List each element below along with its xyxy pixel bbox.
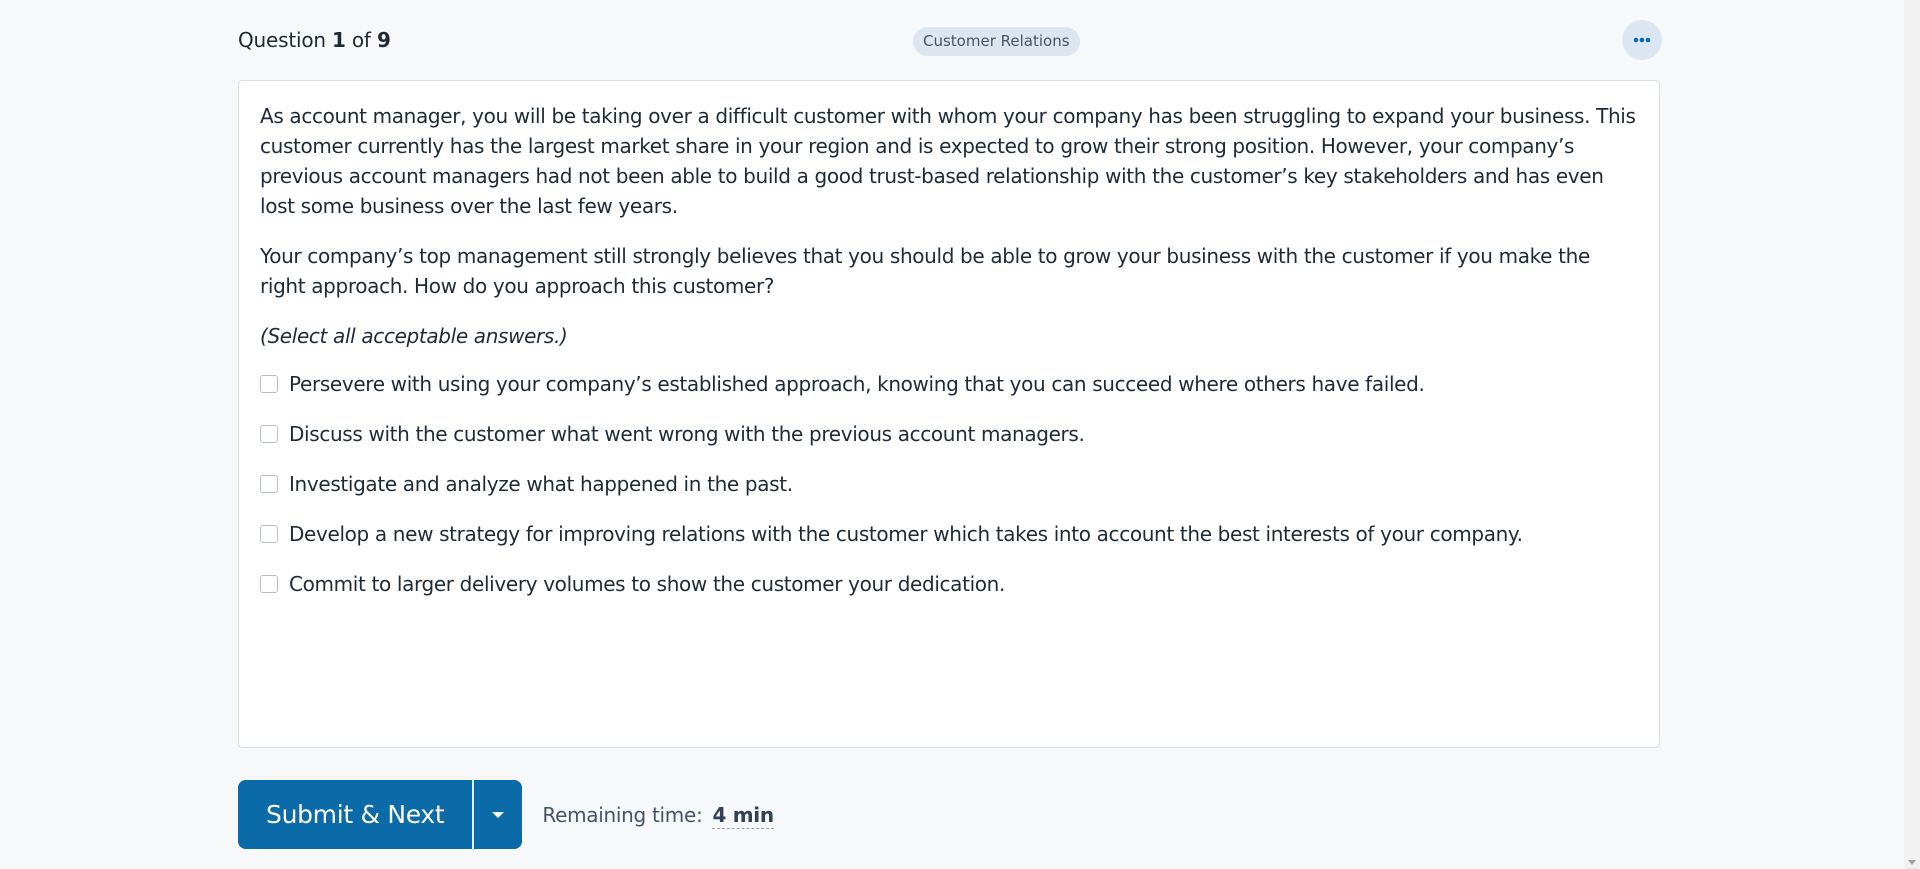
question-paragraph: As account manager, you will be taking over a difficult customer with whom your company has been struggling to expand your business. This customer currently has the largest market share in your region and is expected to grow their strong position. However, your company’s previous account managers had not been able to build a good trust-based relationship with the customer’s key stakeholders and has even lost some business over the last few years.: [260, 104, 1636, 218]
caret-down-icon: [491, 811, 505, 819]
remaining-time-label: Remaining time:: [542, 802, 703, 827]
answer-option[interactable]: [260, 519, 1640, 549]
more-options-button[interactable]: [1622, 20, 1662, 60]
button-divider: [472, 780, 474, 849]
question-current-number: 1: [332, 28, 346, 52]
answer-checkbox[interactable]: [260, 575, 278, 593]
answer-option-label: Commit to larger delivery volumes to show the customer your dedication.: [289, 572, 1006, 596]
submit-button-group: [238, 780, 522, 849]
answer-checkbox[interactable]: [260, 375, 278, 393]
question-card: [238, 80, 1660, 748]
answer-options: [260, 369, 1640, 599]
remaining-time: [542, 803, 773, 827]
answer-option[interactable]: [260, 419, 1640, 449]
more-horizontal-icon: [1633, 37, 1651, 43]
submit-next-button[interactable]: Submit & Next: [238, 780, 472, 849]
page-scrollbar[interactable]: [1904, 0, 1920, 869]
question-header: [238, 20, 1662, 60]
answer-checkbox[interactable]: [260, 525, 278, 543]
submit-dropdown-button[interactable]: [474, 780, 522, 849]
scroll-down-arrow-icon[interactable]: [1908, 860, 1916, 865]
answer-checkbox[interactable]: [260, 425, 278, 443]
remaining-time-value: 4 min: [712, 802, 774, 827]
answer-checkbox[interactable]: [260, 475, 278, 493]
question-footer: [238, 780, 774, 849]
question-instruction: (Select all acceptable answers.): [260, 324, 568, 348]
answer-option[interactable]: [260, 569, 1640, 599]
question-counter-prefix: Question: [238, 28, 333, 52]
category-badge: Customer Relations: [913, 27, 1080, 56]
question-total-number: 9: [376, 28, 391, 52]
question-paragraph: Your company’s top management still strongly believes that you should be able to grow your business with the customer if you make the right approach. How do you approach this customer?: [260, 244, 1590, 298]
answer-option[interactable]: [260, 469, 1640, 499]
question-counter: [238, 28, 391, 52]
question-body: [260, 101, 1640, 619]
question-counter-of: of: [345, 28, 377, 52]
answer-option[interactable]: [260, 369, 1640, 399]
answer-option-label: Investigate and analyze what happened in the past.: [289, 472, 793, 496]
answer-option-label: Develop a new strategy for improving relations with the customer which takes into account the best interests of your company.: [289, 522, 1523, 546]
answer-option-label: Persevere with using your company’s established approach, knowing that you can succeed where others have failed.: [289, 372, 1425, 396]
answer-option-label: Discuss with the customer what went wrong with the previous account managers.: [289, 422, 1085, 446]
